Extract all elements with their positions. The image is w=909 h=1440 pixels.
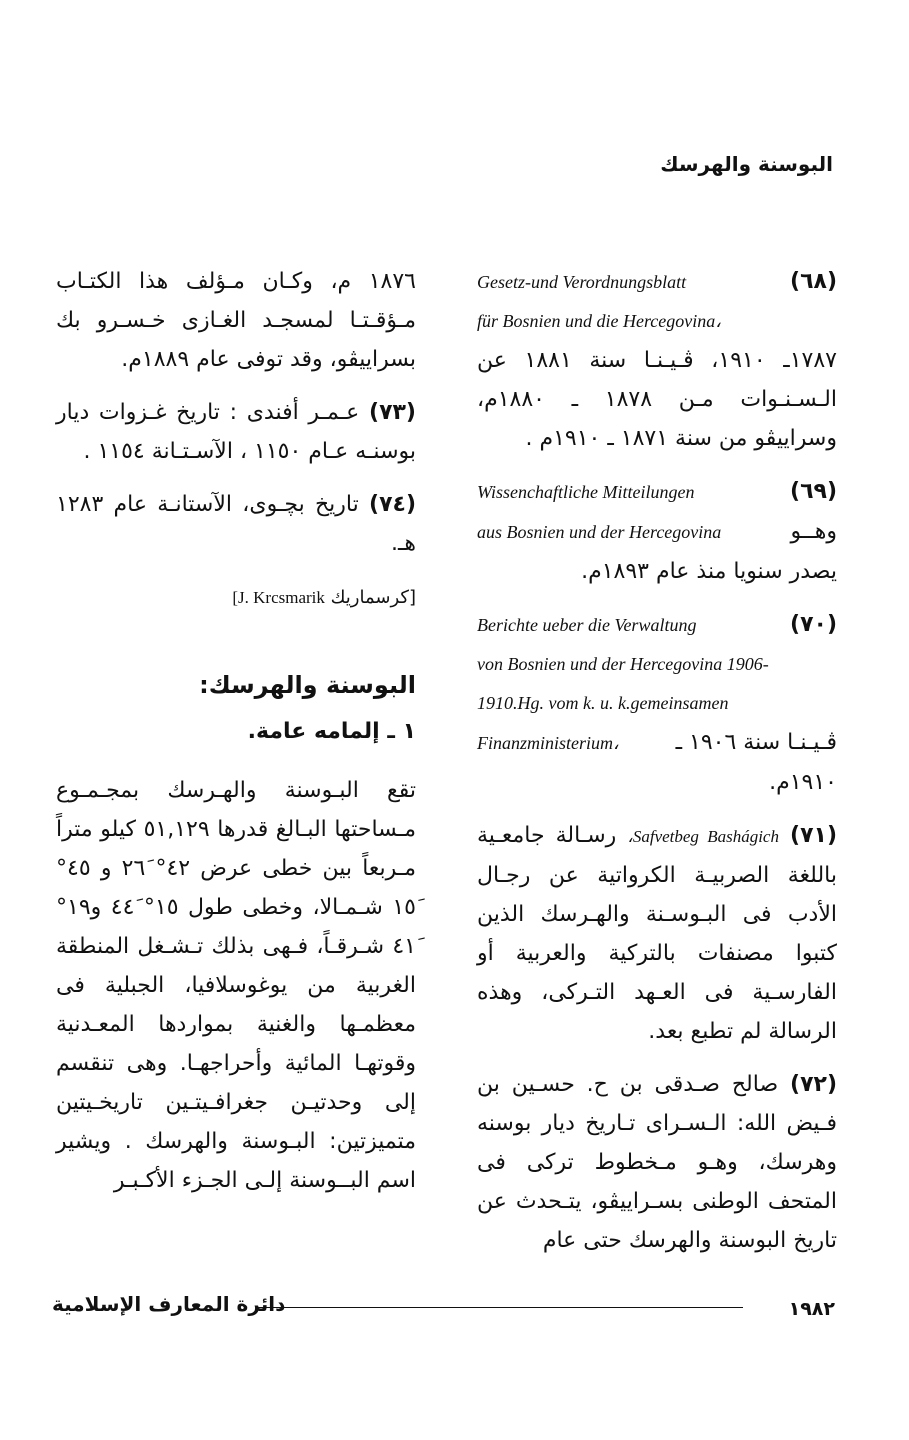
- footnote-68-head: [477, 262, 837, 302]
- footnote-73: [56, 393, 416, 471]
- footnote-text: تاريخ بچـوى، الآستانـة عام ١٢٨٣ هـ.: [56, 492, 416, 556]
- sub-title: ١ ـ إلمامه عامة.: [247, 719, 416, 744]
- author-attribution: [56, 583, 416, 613]
- running-head: البوسنة والهرسك: [660, 152, 833, 176]
- footnote-text: رسـالة جامعـية باللغة الصربيـة الكرواتية عن رجـال الأدب فى البـوسـنة والهـرسك الذين كتبوا مصنفات بالتركية والعربية أو الفارسـية فى العـهد التـركى، وهذه الرسالة لم تطبع بعد.: [477, 823, 837, 1044]
- footnote-number: (٧٣): [369, 400, 416, 425]
- footnote-74: [56, 485, 416, 563]
- latin-title: Berichte ueber die Verwaltung: [477, 615, 697, 635]
- latin-title: Finanzministerium،: [477, 733, 619, 753]
- footnote-text: يصدر سنويا منذ عام ١٨٩٣م.: [581, 559, 837, 584]
- footnote-number: (٧٠): [790, 612, 837, 637]
- footnote-70-head: [477, 605, 837, 645]
- page-number: ١٩٨٢: [788, 1298, 835, 1320]
- body-paragraph: تقع البـوسنة والهـرسك بمجـمـوع مـساحتها البـالغ قدرها ٥١,١٢٩ كيلو متراً مـربعاً بين خطى عرض ٤٢° ٢٦َ و ٤٥° ١٥َ شـمـالا، وخطى طول ١٥° ٤٤َ و١٩° ٤١َ شـرقـاً، فـهى بذلك تـشـغل المنطقة الغربية من يوغوسلافيا، الجبلية فى معظمـها والغنية بمواردها المعـدنية وقوتهـا المائية وأحراجهـا. وهى تنقسم إلى وحدتيـن جغرافـيتـين تاريخـيتين متميزتين: البـوسنة والهرسك . ويشير اسم البــوسنة إلـى الجـزء الأكـبـر: [56, 778, 416, 1193]
- page-footer: [52, 1292, 835, 1324]
- footnote-72-continued: ١٨٧٦ م، وكـان مـؤلف هذا الكتـاب مـؤقـتـا لمسجـد الغـازى خـسـرو بك بسراييڤو، وقد توفى عام ١٨٨٩م.: [56, 269, 416, 372]
- footnote-text: عـمـر أفندى : تاريخ غـزوات ديار بوسنـه عـام ١١٥٠ ، الآسـتـانة ١١٥٤ .: [56, 400, 416, 464]
- latin-title: aus Bosnien und der Hercegovina: [477, 522, 722, 542]
- footnote-number: (٦٩): [790, 479, 837, 504]
- latin-name: Safvetbeg Bashágich،: [627, 827, 779, 846]
- latin-title: Gesetz-und Verordnungsblatt: [477, 272, 687, 292]
- left-column: [56, 262, 416, 1214]
- author-name-latin: J. Krcsmarik]: [232, 588, 325, 607]
- footer-rule: [258, 1307, 743, 1308]
- footnote-number: (٦٨): [790, 269, 837, 294]
- footnote-70: [477, 605, 837, 802]
- latin-title: Wissenchaftliche Mitteilungen: [477, 482, 695, 502]
- footnote-69: [477, 472, 837, 591]
- footnote-text: ١٧٨٧ـ ١٩١٠، ڤـيـنـا سنة ١٨٨١ عن الـسـنـوات مـن ١٨٧٨ ـ ١٨٨٠م، وسراييڤو من سنة ١٨٧١ ـ ١٩١٠م .: [477, 348, 837, 451]
- footnote-number: (٧٤): [369, 492, 417, 517]
- footnote-69-line2: [477, 512, 837, 552]
- latin-title: für Bosnien und die Hercegovina،: [477, 311, 722, 331]
- footnote-text: ١٩١٠م.: [769, 770, 837, 795]
- footnote-72: [477, 1065, 837, 1260]
- latin-title: 1910.Hg. vom k. u. k.gemeinsamen: [477, 693, 729, 713]
- footnote-number: (٧١): [790, 823, 837, 848]
- footnote-68: [477, 262, 837, 458]
- author-name-arabic: [كرسماريك: [330, 587, 416, 608]
- footer-title: دائرة المعارف الإسلامية: [52, 1292, 286, 1316]
- right-column: [477, 262, 837, 1274]
- footnote-text: ڤـيـنـا سنة ١٩٠٦ ـ: [675, 730, 837, 755]
- footnote-text: وهــو: [790, 519, 837, 544]
- latin-title: von Bosnien und der Hercegovina 1906-: [477, 654, 769, 674]
- footnote-70-line4: [477, 723, 837, 763]
- section-title: البوسنة والهرسك:: [199, 671, 416, 699]
- footnote-71: [477, 816, 837, 1051]
- footnote-number: (٧٢): [790, 1072, 837, 1097]
- footnote-69-head: [477, 472, 837, 512]
- footnote-text: صالح صـدقى بن ح. حسـين بن فـيض الله: الـسـراى تـاريخ ديار بوسنه وهرسك، وهـو مـخطوط تركى فى المتحف الوطنى بسـراييڤو، يتـحدث عن تاريخ البوسنة والهرسك حتى عام: [477, 1072, 837, 1253]
